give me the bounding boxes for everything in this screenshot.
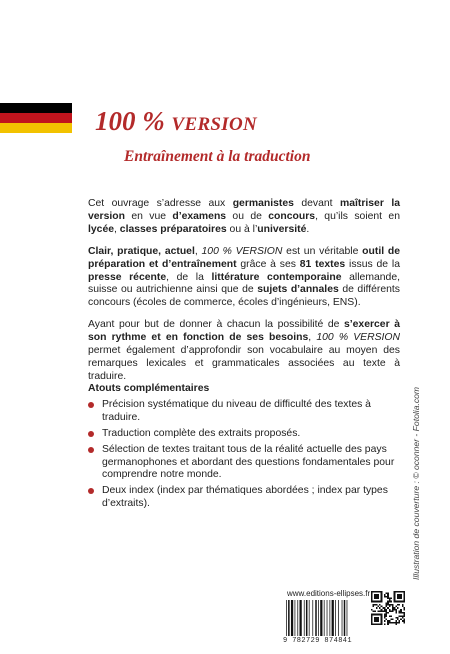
website-link[interactable]: www.editions-ellipses.fr xyxy=(287,589,371,598)
atouts-heading: Atouts complémentaires xyxy=(88,383,210,394)
paragraph-1: Cet ouvrage s’adresse aux germanistes devant maîtriser la version en vue d’examens ou de concours, qu’ils soient en lycée, classes préparatoires ou à l’université. xyxy=(88,198,400,235)
cover-credit: Illustration de couverture : © oconner - Fotolia.com xyxy=(411,386,421,580)
list-item: Deux index (index par thématiques abordées ; index par types d’extraits). xyxy=(88,485,400,511)
isbn-digits: 9 782729 874841 xyxy=(283,637,353,645)
list-item: Traduction complète des extraits proposés. xyxy=(88,428,400,441)
flag-stripe-black xyxy=(0,103,72,113)
book-title xyxy=(95,106,257,137)
paragraph-2: Clair, pratique, actuel, 100 % VERSION est un véritable outil de préparation et d’entraînement grâce à ses 81 textes issus de la presse récente, de la littérature contemporaine allemande, suisse ou autrichienne ainsi que de sujets d’annales de différents concours (écoles de commerce, écoles d’ingénieurs, ENS). xyxy=(88,245,400,309)
bullet-icon xyxy=(88,431,94,437)
bullet-icon xyxy=(88,402,94,408)
barcode-icon xyxy=(285,600,365,636)
description xyxy=(88,198,400,393)
qr-code-icon xyxy=(371,591,405,625)
german-flag xyxy=(0,103,72,133)
flag-stripe-gold xyxy=(0,123,72,133)
atouts-list xyxy=(88,399,400,511)
atouts-section xyxy=(88,383,400,514)
title-number: 100 % xyxy=(95,106,165,136)
bullet-icon xyxy=(88,447,94,453)
paragraph-3: Ayant pour but de donner à chacun la possibilité de s’exercer à son rythme et en fonction de ses besoins, 100 % VERSION permet également d’approfondir son vocabulaire au moyen des remarques lexicales et grammaticales associées au texte à traduire. xyxy=(88,319,400,382)
bullet-icon xyxy=(88,488,94,494)
list-item: Sélection de textes traitant tous de la réalité actuelle des pays germanophones et abordant des questions fondamentales pour comprendre notre monde. xyxy=(88,444,400,483)
title-word: VERSION xyxy=(171,114,258,135)
flag-stripe-red xyxy=(0,113,72,123)
book-subtitle: Entraînement à la traduction xyxy=(124,148,311,165)
list-item: Précision systématique du niveau de difficulté des textes à traduire. xyxy=(88,399,400,425)
